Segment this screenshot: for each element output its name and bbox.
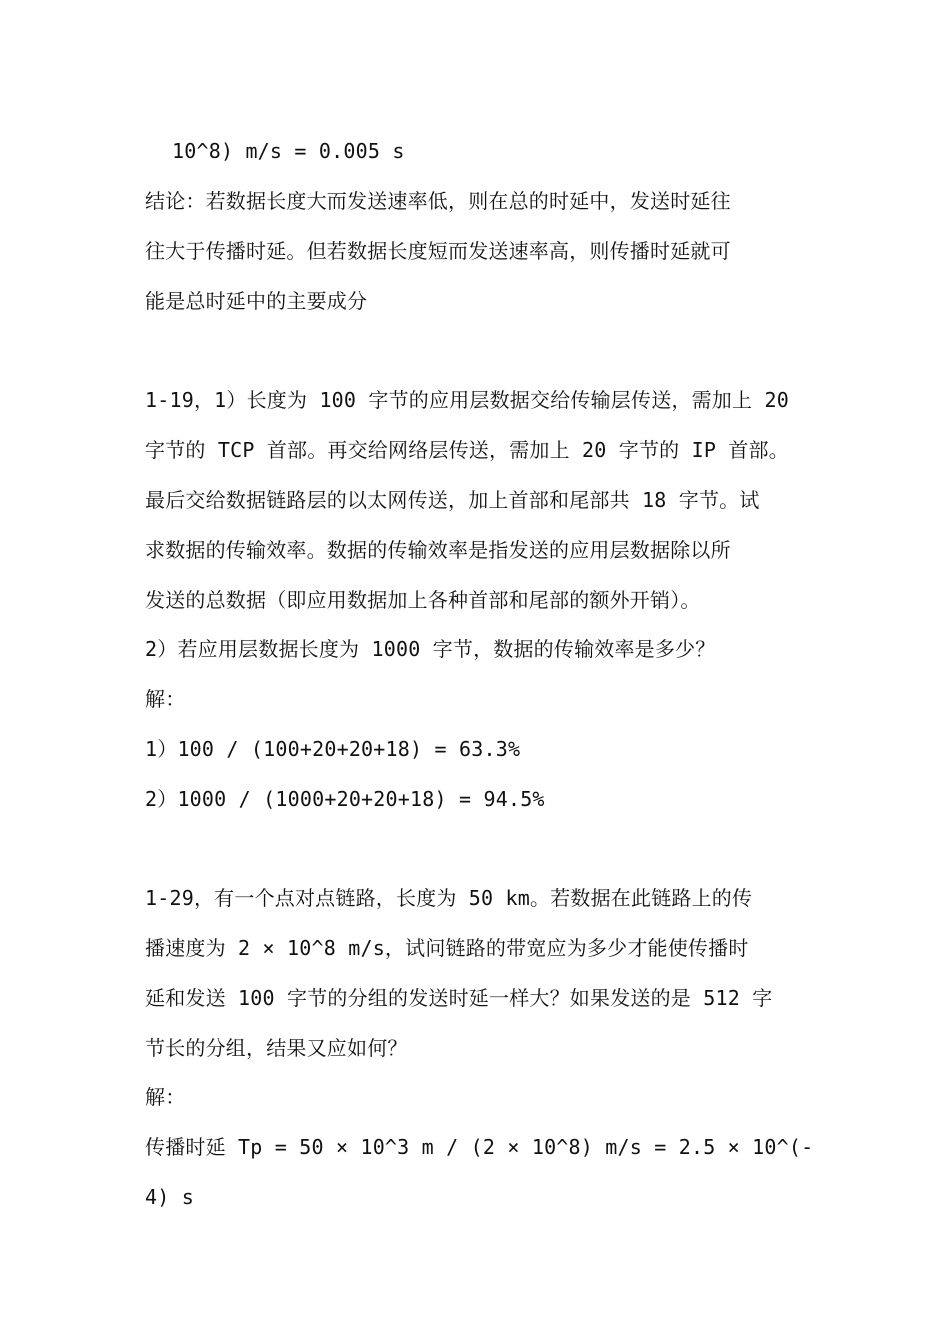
text-line-5: 1-19，1）长度为 100 字节的应用层数据交给传输层传送，需加上 20: [145, 388, 789, 412]
text-line-15: 播速度为 2 × 10^8 m/s，试问链路的带宽应为多少才能使传播时: [145, 936, 749, 960]
text-line-6: 字节的 TCP 首部。再交给网络层传送，需加上 20 字节的 IP 首部。: [145, 438, 789, 462]
text-line-9: 发送的总数据（即应用数据加上各种首部和尾部的额外开销）。: [145, 588, 701, 612]
text-line-11: 解：: [145, 687, 186, 711]
text-line-20: 4) s: [145, 1185, 194, 1209]
text-line-19: 传播时延 Tp = 50 × 10^3 m / (2 × 10^8) m/s = 2.5 × 10^(-: [145, 1135, 814, 1159]
text-line-16: 延和发送 100 字节的分组的发送时延一样大？如果发送的是 512 字: [145, 986, 773, 1010]
text-line-10: 2）若应用层数据长度为 1000 字节，数据的传输效率是多少？: [145, 637, 716, 661]
text-line-4: 能是总时延中的主要成分: [145, 289, 368, 313]
text-line-1: 10^8) m/s = 0.005 s: [172, 139, 405, 163]
text-line-14: 1-29，有一个点对点链路，长度为 50 km。若数据在此链路上的传: [145, 886, 753, 910]
text-line-3: 往大于传播时延。但若数据长度短而发送速率高，则传播时延就可: [145, 239, 731, 263]
text-line-17: 节长的分组，结果又应如何？: [145, 1036, 408, 1060]
text-line-2: 结论：若数据长度大而发送速率低，则在总的时延中，发送时延往: [145, 189, 731, 213]
text-line-13: 2）1000 / (1000+20+20+18) = 94.5%: [145, 787, 545, 811]
text-line-7: 最后交给数据链路层的以太网传送，加上首部和尾部共 18 字节。试: [145, 488, 760, 512]
text-line-18: 解：: [145, 1085, 186, 1109]
text-line-12: 1）100 / (100+20+20+18) = 63.3%: [145, 737, 521, 761]
text-line-8: 求数据的传输效率。数据的传输效率是指发送的应用层数据除以所: [145, 538, 731, 562]
